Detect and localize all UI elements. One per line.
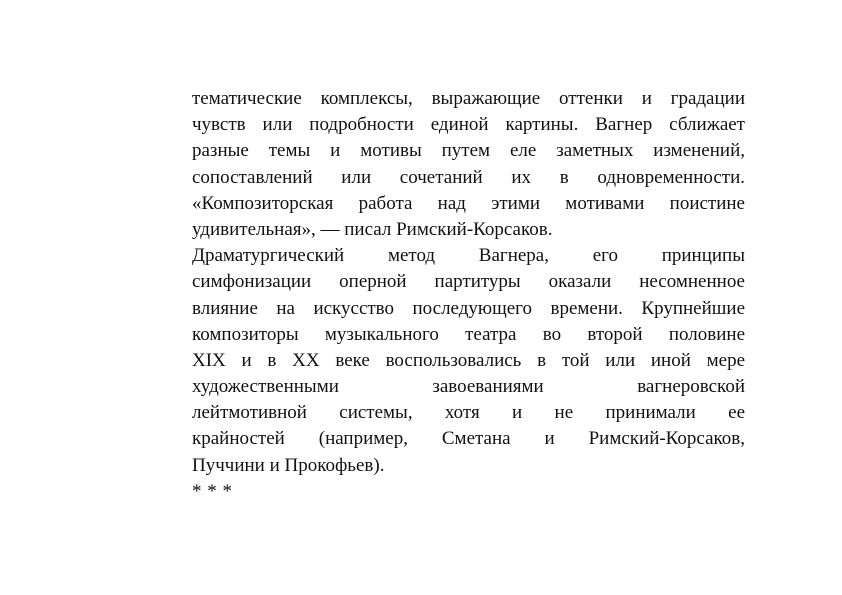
text-line: Пуччини и Прокофьев).: [192, 454, 385, 476]
text-line: чувств или подробности единой картины. Вагнер сближает: [192, 114, 745, 136]
text-line: лейтмотивной системы, хотя и не принимали ее: [192, 402, 745, 424]
text-line: разные темы и мотивы путем еле заметных изменений,: [192, 140, 745, 162]
text-line: симфонизации оперной партитуры оказали несомненное: [192, 271, 745, 293]
text-line: сопоставлений или сочетаний их в одновременности.: [192, 166, 745, 188]
text-line: «Композиторская работа над этими мотивами поистине: [192, 192, 745, 214]
text-line: художественными завоеваниями вагнеровской: [192, 376, 745, 398]
text-line: удивительная», — писал Римский-Корсаков.: [192, 218, 553, 240]
text-line: крайностей (например, Сметана и Римский-Корсаков,: [192, 428, 745, 450]
text-line: композиторы музыкального театра во второй половине: [192, 323, 745, 345]
text-line: влияние на искусство последующего времени. Крупнейшие: [192, 297, 745, 319]
text-line: XIX и в XX веке воспользовались в той или иной мере: [192, 349, 745, 371]
text-line: Драматургический метод Вагнера, его принципы: [192, 245, 745, 267]
text-line: тематические комплексы, выражающие оттенки и градации: [192, 88, 745, 109]
section-separator: * * *: [192, 480, 233, 502]
body-text: [192, 86, 745, 505]
